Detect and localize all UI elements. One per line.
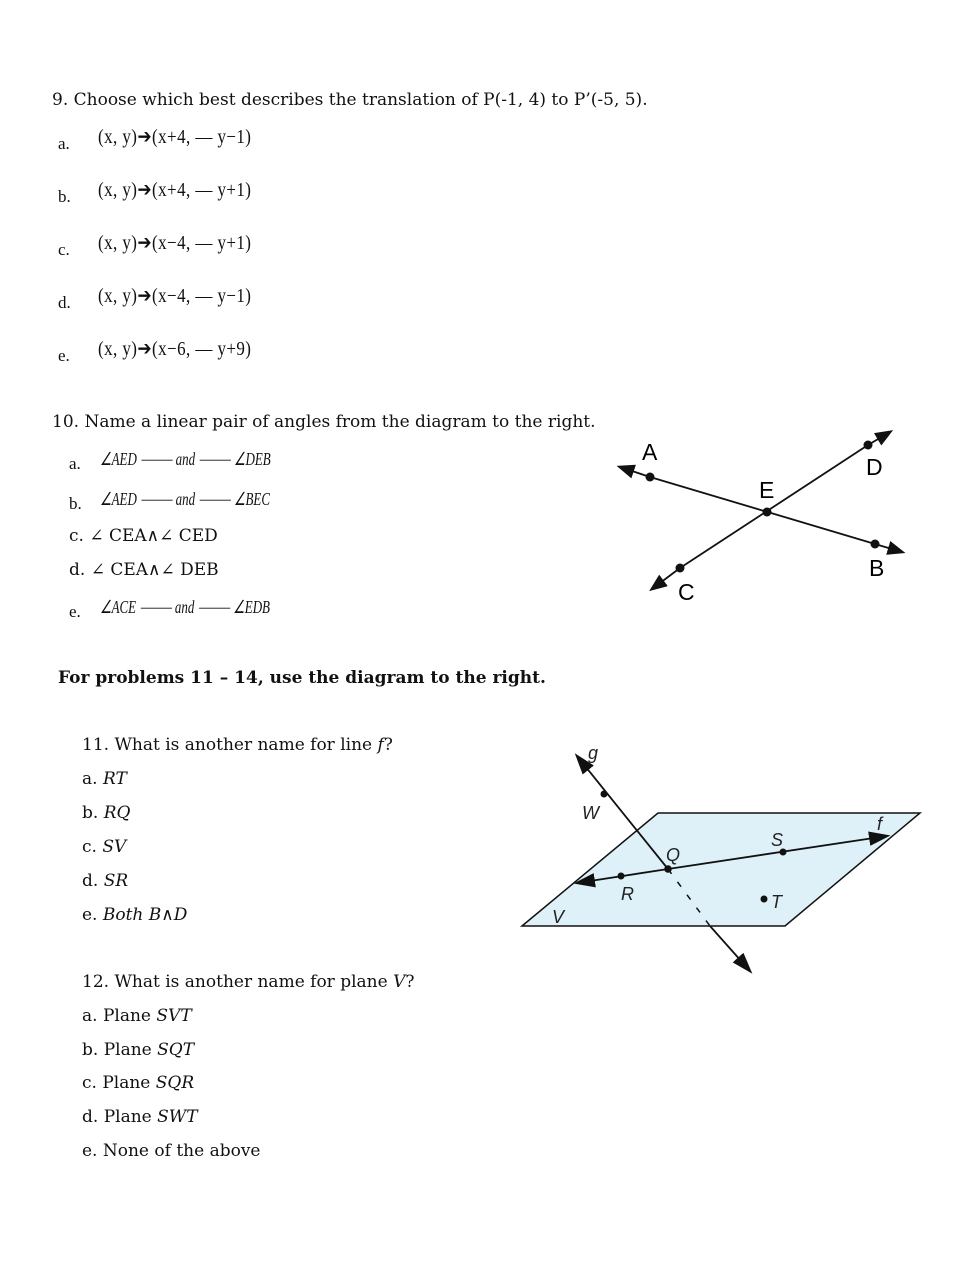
q10-option-b-letter: b. [69,494,82,513]
q10-option-d: d. ∠ CEA∧∠ DEB [69,560,219,580]
q12-option-a-var: SVT [156,1006,192,1026]
label-f: f [877,814,883,834]
q9-option-e-expr: (x, y)➔(x−6, — y+9) [98,338,252,360]
plane-diagram [515,738,930,978]
q12-question-suffix: ? [405,972,415,992]
q11-option-b-text: RQ [103,803,131,823]
point-t [761,896,768,903]
q11-option-c-letter: c. [82,837,97,857]
q12-option-c-var: SQR [155,1073,195,1093]
line-g-lower [710,926,750,971]
q9-option-d-expr: (x, y)➔(x−4, — y−1) [98,285,252,307]
q11-option-b-letter: b. [82,803,99,823]
q12-question [82,972,415,992]
label-a: A [642,439,658,465]
plane-v [522,813,920,926]
label-b: B [869,555,885,581]
point-d [864,441,873,450]
q12-option-e-letter: e. [82,1141,98,1161]
q12-option-d-var: SWT [157,1107,198,1127]
q12-option-c [82,1073,194,1093]
label-c: C [678,579,695,605]
q11-option-a [82,769,127,789]
q11-option-a-letter: a. [82,769,98,789]
label-g: g [588,743,599,763]
q11-question-prefix: 11. What is another name for line [82,735,378,755]
q12-question-var: V [393,972,406,992]
intersecting-lines-diagram [600,425,920,615]
label-w: W [582,803,599,823]
q9-option-a-letter: a. [58,134,70,153]
q10-option-a-expr: ∠AED ⸻ and ⸻ ∠DEB [100,449,271,469]
point-e [763,508,772,517]
q10-option-a-letter: a. [69,454,81,473]
q12-option-c-letter: c. [82,1073,97,1093]
line-cd-main [680,445,868,568]
q11-question [82,735,393,755]
q10-option-b-expr: ∠AED ⸻ and ⸻ ∠BEC [100,489,270,509]
q11-option-e-letter: e. [82,905,98,925]
section-heading: For problems 11 – 14, use the diagram to the right. [58,668,546,688]
q11-option-d [82,871,128,891]
q9-question: 9. Choose which best describes the translation of P(-1, 4) to P’(-5, 5). [52,90,648,110]
q12-option-e [82,1141,261,1161]
q9-option-e-letter: e. [58,346,70,365]
label-s: S [771,830,784,850]
label-t: T [771,892,782,912]
q12-option-b-prefix: Plane [103,1040,158,1060]
q9-option-a-expr: (x, y)➔(x+4, — y−1) [98,126,252,148]
q12-question-prefix: 12. What is another name for plane [82,972,394,992]
q12-option-d [82,1107,198,1127]
label-v: V [552,907,565,927]
q11-option-d-letter: d. [82,871,99,891]
q12-option-a-letter: a. [82,1006,98,1026]
q12-option-d-letter: d. [82,1107,99,1127]
q12-option-b [82,1040,194,1060]
q11-option-e-text: Both B∧D [102,905,188,925]
q9-option-c-expr: (x, y)➔(x−4, — y+1) [98,232,252,254]
line-ab [620,467,650,477]
q11-question-suffix: ? [383,735,393,755]
q12-option-a-prefix: Plane [102,1006,157,1026]
label-r: R [621,884,634,904]
point-r [618,873,625,880]
q12-option-e-prefix: None of the above [102,1141,261,1161]
line-cd [652,568,680,589]
q11-option-b [82,803,130,823]
q10-option-e-letter: e. [69,602,81,621]
q9-option-d-letter: d. [58,293,71,312]
q11-option-c [82,837,126,857]
q9-option-b-expr: (x, y)➔(x+4, — y+1) [98,179,252,201]
q9-option-b-letter: b. [58,187,71,206]
q11-option-a-text: RT [102,769,127,789]
point-w [601,791,608,798]
label-q: Q [666,845,681,865]
q12-option-c-prefix: Plane [102,1073,156,1093]
point-a [646,473,655,482]
q9-option-c-letter: c. [58,240,70,259]
q12-option-b-var: SQT [157,1040,195,1060]
label-e: E [759,477,775,503]
q11-option-e [82,905,187,925]
q12-option-d-prefix: Plane [103,1107,158,1127]
q11-option-c-text: SV [102,837,127,857]
q10-question: 10. Name a linear pair of angles from the diagram to the right. [52,412,596,432]
q11-question-var: f [377,735,384,755]
q11-option-d-text: SR [103,871,129,891]
q12-option-a [82,1006,192,1026]
point-b [871,540,880,549]
q12-option-b-letter: b. [82,1040,99,1060]
point-c [676,564,685,573]
q10-option-e-expr: ∠ACE ⸻ and ⸻ ∠EDB [100,597,270,617]
label-d: D [866,454,883,480]
point-q [664,865,672,873]
q10-option-c: c. ∠ CEA∧∠ CED [69,526,218,546]
